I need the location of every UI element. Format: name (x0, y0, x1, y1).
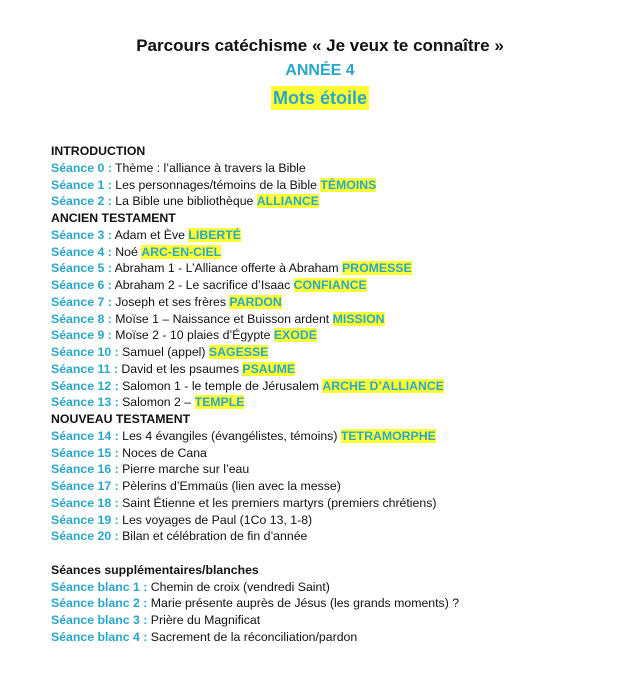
mot-etoile-keyword: PROMESSE (341, 261, 412, 276)
session-line (51, 428, 631, 445)
session-title: Sacrement de la réconciliation/pardon (147, 629, 358, 644)
mot-etoile-keyword: PSAUME (242, 361, 296, 376)
session-label: Séance 20 : (51, 529, 119, 544)
session-title: Les 4 évangiles (évangélistes, témoins) (118, 428, 341, 443)
session-line (51, 294, 631, 311)
session-line (51, 193, 631, 210)
mot-etoile-keyword: TÉMOINS (320, 177, 377, 192)
section-heading-nouveau-testament: NOUVEAU TESTAMENT (51, 412, 191, 426)
session-title: Adam et Ève (111, 227, 189, 242)
session-title: Noces de Cana (118, 445, 207, 460)
session-title: Moïse 1 – Naissance et Buisson ardent (111, 311, 333, 326)
session-label: Séance blanc 4 : (51, 629, 148, 644)
session-line (51, 160, 631, 177)
session-label: Séance blanc 2 : (51, 596, 148, 611)
session-title: Noé (111, 244, 142, 259)
mot-etoile-keyword: EXODE (273, 328, 317, 343)
session-line (51, 378, 631, 395)
session-label: Séance 11 : (51, 361, 118, 376)
session-label: Séance 4 : (51, 244, 112, 259)
session-line (51, 595, 631, 612)
mot-etoile-keyword: ARCHE D’ALLIANCE (322, 378, 444, 393)
mots-etoile-wrap (0, 86, 640, 110)
spacer (51, 545, 631, 562)
session-line (51, 277, 631, 294)
session-line (51, 244, 631, 261)
session-line (51, 445, 631, 462)
session-label: Séance 12 : (51, 378, 119, 393)
session-label: Séance 7 : (51, 294, 112, 309)
mot-etoile-keyword: MISSION (332, 311, 385, 326)
session-line (51, 579, 631, 596)
session-label: Séance 2 : (51, 194, 112, 209)
session-line (51, 327, 631, 344)
session-title: Marie présente auprès de Jésus (les grands moments) ? (147, 596, 460, 611)
section-heading-introduction: INTRODUCTION (51, 144, 146, 158)
session-line (51, 260, 631, 277)
session-label: Séance 9 : (51, 328, 112, 343)
session-label: Séance 6 : (51, 278, 112, 292)
mot-etoile-keyword: SAGESSE (208, 345, 269, 359)
session-title: Pierre marche sur l’eau (118, 462, 250, 477)
session-title: Joseph et ses frères (111, 294, 230, 309)
session-label: Séance blanc 1 : (51, 579, 148, 594)
mot-etoile-keyword: TETRAMORPHE (340, 428, 436, 443)
session-label: Séance blanc 3 : (51, 613, 148, 627)
session-line (51, 227, 631, 244)
supplementaires-items (51, 579, 631, 646)
session-title: Chemin de croix (vendredi Saint) (147, 579, 330, 594)
session-list (51, 143, 631, 646)
session-title: Thème : l’alliance à travers la Bible (111, 160, 306, 175)
mot-etoile-keyword: PARDON (229, 294, 282, 309)
page-title: Parcours catéchisme « Je veux te connaître » (136, 36, 504, 55)
session-line (51, 361, 631, 378)
mot-etoile-keyword: ARC-EN-CIEL (141, 244, 222, 259)
session-line (51, 495, 631, 512)
session-label: Séance 14 : (51, 428, 119, 443)
nouveau-testament-items (51, 428, 631, 545)
session-title: Saint Étienne et les premiers martyrs (premiers chrétiens) (118, 495, 437, 510)
mot-etoile-keyword: TEMPLE (194, 395, 245, 410)
session-title: David et les psaumes (118, 361, 243, 376)
mot-etoile-keyword: ALLIANCE (256, 194, 319, 209)
session-line (51, 478, 631, 495)
session-line (51, 512, 631, 529)
session-line (51, 461, 631, 478)
mot-etoile-keyword: LIBERTÉ (188, 227, 242, 242)
session-label: Séance 1 : (51, 177, 112, 192)
ancien-testament-items (51, 227, 631, 411)
session-label: Séance 19 : (51, 512, 119, 527)
session-title: Pèlerins d’Emmaüs (lien avec la messe) (118, 479, 341, 493)
session-title: Moïse 2 - 10 plaies d’Égypte (111, 328, 274, 343)
session-title: La Bible une bibliothèque (111, 194, 257, 209)
session-line (51, 629, 631, 646)
session-label: Séance 8 : (51, 311, 112, 326)
session-label: Séance 0 : (51, 160, 112, 175)
session-line (51, 311, 631, 328)
session-title: Abraham 2 - Le sacrifice d’Isaac (111, 278, 294, 292)
session-title: Abraham 1 - L’Alliance offerte à Abraham (111, 261, 342, 276)
session-title: Les personnages/témoins de la Bible (111, 177, 321, 192)
section-heading-supplementaires: Séances supplémentaires/blanches (51, 562, 259, 577)
session-label: Séance 15 : (51, 445, 119, 460)
session-title: Salomon 2 – (118, 395, 195, 410)
session-label: Séance 5 : (51, 261, 112, 276)
session-label: Séance 17 : (51, 479, 119, 493)
session-label: Séance 16 : (51, 462, 119, 477)
mots-etoile-heading: Mots étoile (272, 88, 367, 108)
session-line (51, 394, 631, 411)
session-title: Samuel (appel) (118, 345, 209, 359)
session-title: Salomon 1 - le temple de Jérusalem (118, 378, 323, 393)
mot-etoile-keyword: CONFIANCE (293, 278, 367, 292)
session-title: Bilan et célébration de fin d’année (118, 529, 308, 544)
section-heading-ancien-testament: ANCIEN TESTAMENT (51, 211, 176, 225)
session-title: Les voyages de Paul (1Co 13, 1-8) (118, 512, 313, 527)
session-label: Séance 10 : (51, 345, 119, 359)
session-label: Séance 18 : (51, 495, 119, 510)
year-heading: ANNÉE 4 (285, 62, 355, 79)
session-line (51, 344, 631, 361)
session-title: Prière du Magnificat (147, 613, 261, 627)
session-label: Séance 13 : (51, 395, 119, 410)
session-line (51, 528, 631, 545)
introduction-items (51, 160, 631, 210)
session-label: Séance 3 : (51, 227, 112, 242)
session-line (51, 177, 631, 194)
session-line (51, 612, 631, 629)
